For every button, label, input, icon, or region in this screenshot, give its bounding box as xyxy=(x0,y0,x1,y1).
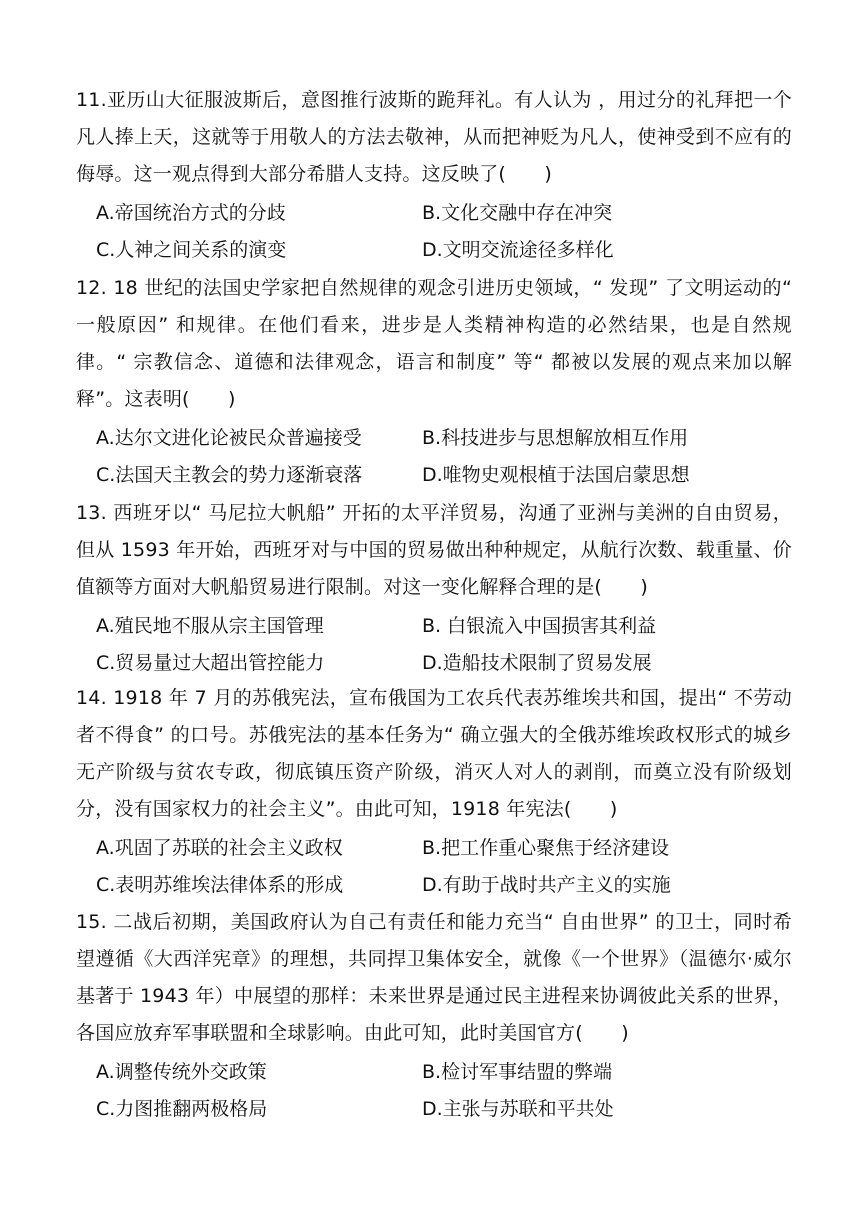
question-14 xyxy=(76,680,792,902)
option-a[interactable]: A.殖民地不服从宗主国管理 xyxy=(96,615,324,637)
options-row xyxy=(76,1052,792,1089)
options-row xyxy=(76,418,792,455)
answer-options xyxy=(76,193,792,267)
options-row xyxy=(76,643,792,680)
options-row xyxy=(76,1089,792,1126)
option-a[interactable]: A.帝国统治方式的分歧 xyxy=(96,202,286,224)
question-stem: 11.亚历山大征服波斯后，意图推行波斯的跪拜礼。有人认为 ，用过分的礼拜把一个凡人捧上天，这就等于用敬人的方法去敬神，从而把神贬为凡人，使神受到不应有的侮辱。这一观点得到大部分希腊人支持。这反映了( ) xyxy=(76,89,792,185)
question-stem: 12. 18 世纪的法国史学家把自然规律的观念引进历史领域，“ 发现” 了文明运动的“ 一般原因” 和规律。在他们看来，进步是人类精神构造的必然结果，也是自然规律。“ 宗教信念、道德和法律观念，语言和制度” 等“ 都被以发展的观点来加以解释”。这表明( ) xyxy=(76,277,792,410)
options-row xyxy=(76,455,792,492)
answer-options xyxy=(76,1052,792,1126)
option-a[interactable]: A.巩固了苏联的社会主义政权 xyxy=(96,837,343,859)
question-13 xyxy=(76,495,792,680)
option-c[interactable]: C.贸易量过大超出管控能力 xyxy=(96,652,325,674)
question-stem: 13. 西班牙以“ 马尼拉大帆船” 开拓的太平洋贸易，沟通了亚洲与美洲的自由贸易，但从 1593 年开始，西班牙对与中国的贸易做出种种规定，从航行次数、载重量、价值额等方面对大帆船贸易进行限制。对这一变化解释合理的是( ) xyxy=(76,502,792,598)
option-b[interactable]: B.把工作重心聚焦于经济建设 xyxy=(422,837,670,859)
option-d[interactable]: D.造船技术限制了贸易发展 xyxy=(422,652,652,674)
option-b[interactable]: B.文化交融中存在冲突 xyxy=(422,202,613,224)
option-b[interactable]: B. 白银流入中国损害其利益 xyxy=(422,615,657,637)
question-stem: 14. 1918 年 7 月的苏俄宪法，宣布俄国为工农兵代表苏维埃共和国，提出“ 不劳动者不得食” 的口号。苏俄宪法的基本任务为“ 确立强大的全俄苏维埃政权形式的城乡无产阶级与贫农专政，彻底镇压资产阶级，消灭人对人的剥削，而奠立没有阶级划分，没有国家权力的社会主义”。由此可知，1918 年宪法( ) xyxy=(76,687,792,820)
option-b[interactable]: B.科技进步与思想解放相互作用 xyxy=(422,427,689,449)
options-row xyxy=(76,606,792,643)
options-row xyxy=(76,865,792,902)
option-d[interactable]: D.主张与苏联和平共处 xyxy=(422,1098,614,1120)
options-row xyxy=(76,828,792,865)
question-11 xyxy=(76,82,792,267)
option-d[interactable]: D.文明交流途径多样化 xyxy=(422,239,614,261)
answer-options xyxy=(76,828,792,902)
option-c[interactable]: C.表明苏维埃法律体系的形成 xyxy=(96,874,344,896)
option-d[interactable]: D.唯物史观根植于法国启蒙思想 xyxy=(422,464,690,486)
options-row xyxy=(76,193,792,230)
option-c[interactable]: C.力图推翻两极格局 xyxy=(96,1098,268,1120)
question-stem: 15. 二战后初期，美国政府认为自己有责任和能力充当“ 自由世界” 的卫士，同时希望遵循《大西洋宪章》的理想，共同捍卫集体安全，就像《一个世界》（温德尔·威尔基著于 1943 年）中展望的那样：未来世界是通过民主进程来协调彼此关系的世界，各国应放弃军事联盟和全球影响。由此可知，此时美国官方( ) xyxy=(76,911,792,1044)
question-15 xyxy=(76,904,792,1126)
question-12 xyxy=(76,270,792,492)
option-b[interactable]: B.检讨军事结盟的弊端 xyxy=(422,1061,613,1083)
answer-options xyxy=(76,606,792,680)
answer-options xyxy=(76,418,792,492)
option-d[interactable]: D.有助于战时共产主义的实施 xyxy=(422,874,671,896)
options-row xyxy=(76,230,792,267)
option-c[interactable]: C.法国天主教会的势力逐渐衰落 xyxy=(96,464,363,486)
option-c[interactable]: C.人神之间关系的演变 xyxy=(96,239,287,261)
option-a[interactable]: A.调整传统外交政策 xyxy=(96,1061,267,1083)
option-a[interactable]: A.达尔文进化论被民众普遍接受 xyxy=(96,427,362,449)
